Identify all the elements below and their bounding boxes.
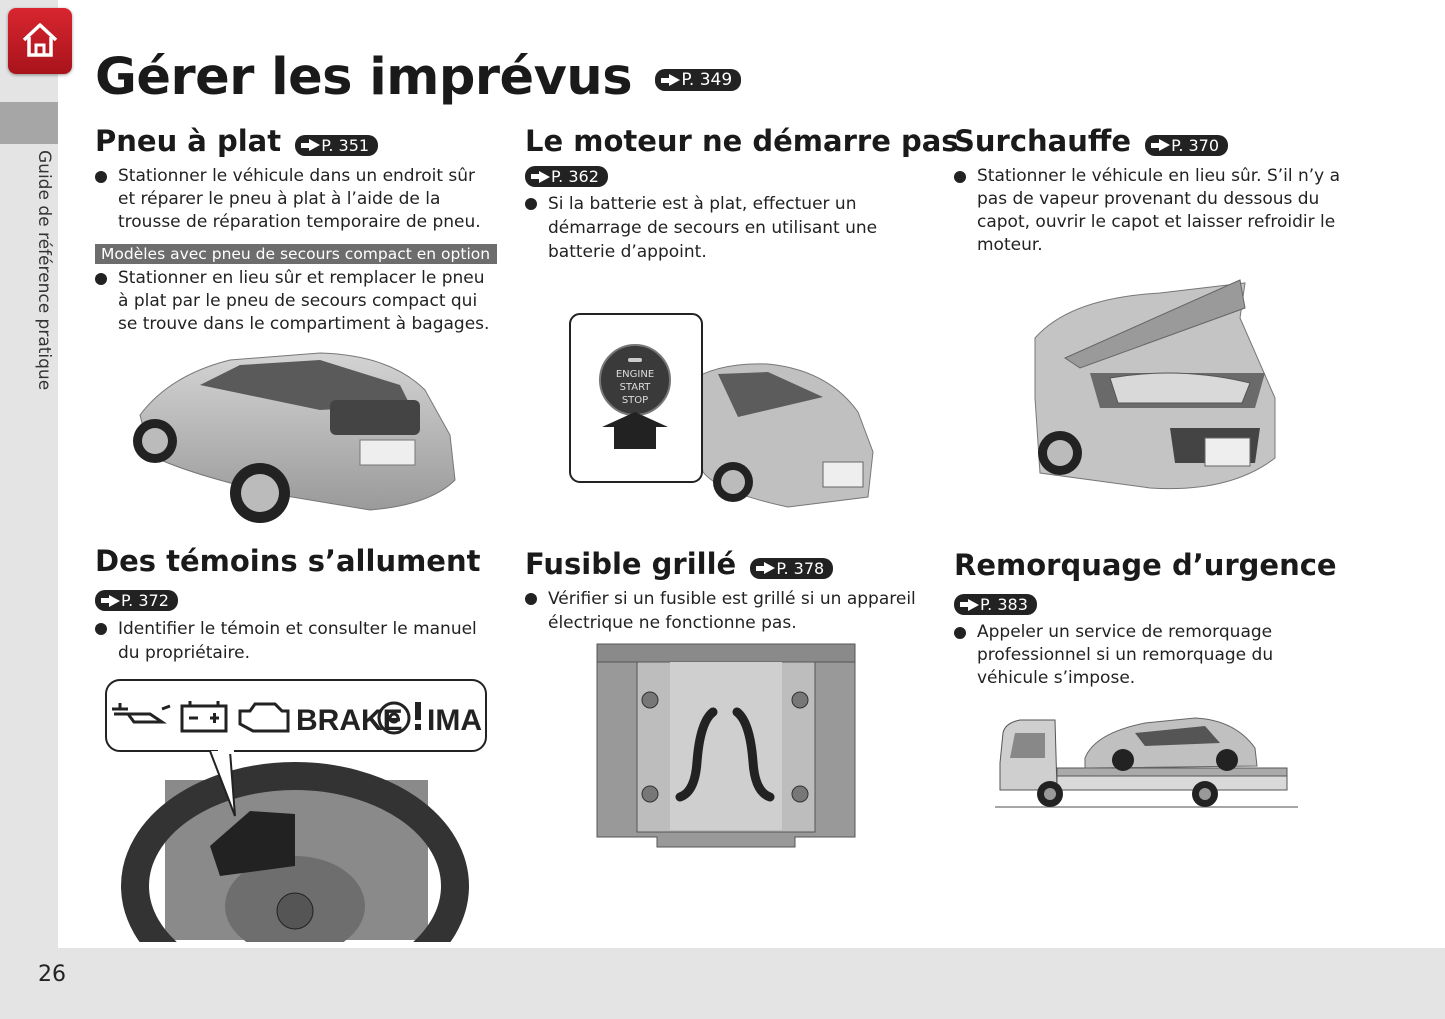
engine-button-label: START xyxy=(619,382,651,393)
engine-button-label: ENGINE xyxy=(615,369,655,380)
reference-arrow-icon xyxy=(968,599,979,611)
option-label: Modèles avec pneu de secours compact en option xyxy=(95,244,497,264)
reference-link[interactable]: P. 370 xyxy=(1145,135,1228,156)
section-flat-tire xyxy=(95,124,497,336)
reference-arrow-icon xyxy=(539,171,550,183)
tow-truck-illustration xyxy=(995,708,1300,812)
sidebar-section-tab[interactable] xyxy=(0,102,58,144)
engine-start-illustration xyxy=(568,312,883,512)
section-title: Pneu à plat P. 351 xyxy=(95,124,497,158)
reference-arrow-icon xyxy=(309,139,320,151)
page-title-text: Gérer les imprévus xyxy=(95,48,633,107)
reference-link[interactable]: P. 351 xyxy=(295,135,378,156)
section-title: Des témoins s’allument xyxy=(95,544,481,578)
page-reference-link[interactable]: P. 349 xyxy=(655,69,741,91)
reference-arrow-icon xyxy=(764,562,775,574)
section-engine-start xyxy=(525,124,959,264)
list-item: Identifier le témoin et consulter le manuel du propriétaire. xyxy=(95,617,497,665)
list-item: Si la batterie est à plat, effectuer un démarrage de secours en utilisant une batterie d’appoint. xyxy=(525,192,920,264)
car-rear-illustration xyxy=(130,345,460,535)
section-towing xyxy=(954,548,1349,690)
warning-lights-illustration xyxy=(100,676,495,942)
section-overheat xyxy=(954,124,1349,257)
home-button[interactable] xyxy=(8,8,72,74)
list-item: Stationner le véhicule en lieu sûr. S’il n’y a pas de vapeur provenant du dessous du capot, ouvrir le capot et laisser refroidir le moteur. xyxy=(954,165,1349,257)
list-item: Appeler un service de remorquage professionnel si un remorquage du véhicule s’impose. xyxy=(954,621,1349,690)
reference-arrow-icon xyxy=(109,595,120,607)
reference-arrow-icon xyxy=(669,74,680,86)
reference-link[interactable]: P. 383 xyxy=(954,594,1037,615)
brake-label: BRAKE xyxy=(296,704,403,737)
list-item: Stationner en lieu sûr et remplacer le pneu à plat par le pneu de secours compact qui se trouve dans le compartiment à bagages. xyxy=(95,267,497,336)
section-warning-lights xyxy=(95,544,497,665)
list-item: Stationner le véhicule dans un endroit sûr et réparer le pneu à plat à l’aide de la trousse de réparation temporaire de pneu. xyxy=(95,165,497,234)
section-title: Le moteur ne démarre pas xyxy=(525,124,959,158)
list-item: Vérifier si un fusible est grillé si un appareil électrique ne fonctionne pas. xyxy=(525,587,920,635)
section-fuse xyxy=(525,547,920,635)
reference-arrow-icon xyxy=(1159,139,1170,151)
car-hood-open-illustration xyxy=(1030,278,1280,498)
reference-link[interactable]: P. 362 xyxy=(525,166,608,187)
reference-link[interactable]: P. 378 xyxy=(750,558,833,579)
engine-button-label: STOP xyxy=(621,395,649,406)
fuse-illustration xyxy=(595,642,857,852)
page-title xyxy=(95,48,741,107)
reference-link[interactable]: P. 372 xyxy=(95,590,178,611)
home-icon xyxy=(20,20,60,60)
page-footer xyxy=(0,948,1445,1019)
ima-label: IMA xyxy=(427,704,482,737)
section-title: Remorquage d’urgence xyxy=(954,548,1337,582)
page-number: 26 xyxy=(38,962,66,987)
section-title: Surchauffe P. 370 xyxy=(954,124,1349,158)
sidebar-label: Guide de référence pratique xyxy=(34,150,54,391)
section-title: Fusible grillé P. 378 xyxy=(525,547,920,581)
